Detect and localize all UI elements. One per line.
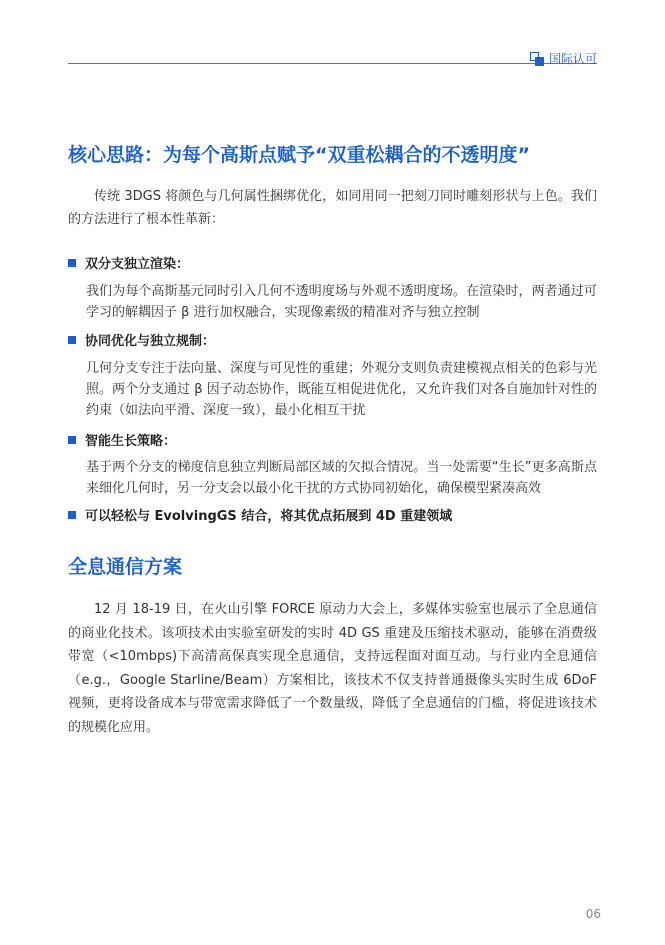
bullet-square-icon: [68, 259, 76, 267]
bullet-title: 协同优化与独立规制：: [85, 334, 216, 349]
bullet-body: 基于两个分支的梯度信息独立判断局部区域的欠拟合情况。当一处需要“生长”更多高斯点来细化几何时，另一分支会以最小化干扰的方式协同初始化，确保模型紧凑高效: [86, 460, 597, 496]
page-number: 06: [585, 907, 601, 921]
bullet-body: 我们为每个高斯基元同时引入几何不透明度场与外观不透明度场。在渲染时，两者通过可学习的解耦因子 β 进行加权融合，实现像素级的精准对齐与独立控制: [86, 284, 597, 320]
bullet-title: 双分支独立渲染：: [85, 257, 190, 272]
bullet-square-icon: [68, 436, 76, 444]
bullet-square-icon: [68, 511, 76, 519]
bullet-body: 几何分支专注于法向量、深度与可见性的重建；外观分支则负责建模视点相关的色彩与光照。两个分支通过 β 因子动态协作，既能互相促进优化，又允许我们对各自施加针对性的约束（如法向平滑、深度一致），最小化相互干扰: [86, 361, 597, 418]
bullet-dual-branch: [68, 253, 189, 272]
holographic-paragraph: 12 月 18-19 日，在火山引擎 FORCE 原动力大会上，多媒体实验室也展示了全息通信的商业化技术。该项技术由实验室研发的实时 4D GS 重建及压缩技术驱动，能够在消费级带宽（<10mbps)下高清高保真实现全息通信，支持远程面对面互动。与行业内全息通信（e.g.，Google Starline/Beam）方案相比，该技术不仅支持普通摄像头实时生成 6DoF 视频，更将设备成本与带宽需求降低了一个数量级，降低了全息通信的门槛，将促进该技术的规模化应用。: [68, 602, 597, 735]
section-title-core-idea: 核心思路：为每个高斯点赋予“双重松耦合的不透明度”: [68, 144, 530, 166]
intro-paragraph: 传统 3DGS 将颜色与几何属性捆绑优化，如同用同一把刻刀同时雕刻形状与上色。我们的方法进行了根本性革新：: [68, 189, 597, 227]
bullet-growth-strategy: [68, 430, 176, 449]
header-section-tag: [530, 50, 597, 67]
bullet-evolvinggs: [68, 505, 452, 524]
section-title-holographic: 全息通信方案: [68, 556, 183, 578]
bullet-square-icon: [68, 336, 76, 344]
header-section-label: 国际认可: [548, 52, 597, 66]
overlapping-squares-icon: [530, 52, 544, 66]
header-rule: [68, 63, 597, 64]
bullet-co-optimization: [68, 330, 215, 349]
bullet-title: 智能生长策略：: [85, 434, 177, 449]
bullet-title: 可以轻松与 EvolvingGS 结合，将其优点拓展到 4D 重建领域: [85, 509, 453, 524]
